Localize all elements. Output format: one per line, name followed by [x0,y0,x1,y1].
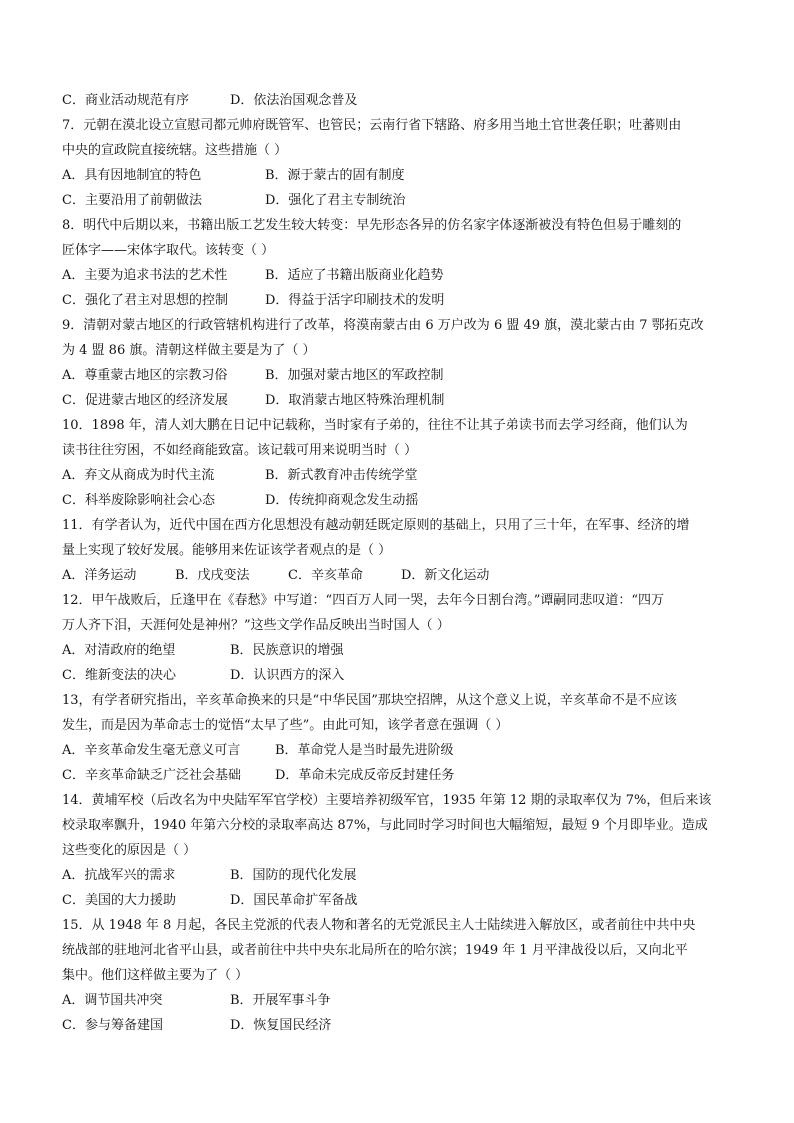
q9-stem-line-2: 为 4 盟 86 旗。清朝这样做主要是为了（ ） [62,343,316,358]
q10-stem-line-2: 读书往往穷困，不如经商能致富。该记载可用来说明当时（ ） [62,443,418,458]
q8-stem-line-1: 8．明代中后期以来，书籍出版工艺发生较大转变：早先形态各异的仿名家字体逐渐被没有特色但易于雕刻的 [62,218,682,233]
q11-stem-line-2: 量上实现了较好发展。能够用来佐证该学者观点的是（ ） [62,543,392,558]
q8-option-b: B．适应了书籍出版商业化趋势 [265,268,444,283]
q12-option-b: B．民族意识的增强 [230,643,344,658]
q14-options-ab [62,863,734,888]
q13-options-ab [62,738,734,763]
q13-option-a: A．辛亥革命发生毫无意义可言 [62,743,241,758]
q11-stem-line-1: 11．有学者认为，近代中国在西方化思想没有越动朝廷既定原则的基础上，只用了三十年，在军事、经济的增 [62,518,690,533]
q8-stem-line-2: 匠体字——宋体字取代。该转变（ ） [62,243,275,258]
q8-option-c: C．强化了君主对思想的控制 [62,293,228,308]
q10-options-cd [62,488,734,513]
q13-option-c: C．辛亥革命缺乏广泛社会基础 [62,768,241,783]
q9-options-ab [62,363,734,388]
q14-option-a: A．抗战军兴的需求 [62,868,176,883]
q6-option-c: C．商业活动规范有序 [62,93,189,108]
q7-stem-line-1: 7．元朝在漠北设立宣慰司都元帅府既管军、也管民；云南行省下辖路、府多用当地土官世袭任职；吐蕃则由 [62,118,682,133]
q9-option-c: C．促进蒙古地区的经济发展 [62,393,228,408]
q9-stem-line-1: 9．清朝对蒙古地区的行政管辖机构进行了改革，将漠南蒙古由 6 万户改为 6 盟 49 旗，漠北蒙古由 7 鄂拓克改 [62,318,704,333]
q11-option-d: D．新文化运动 [401,568,490,583]
q10-option-c: C．科举废除影响社会心态 [62,493,215,508]
q14-option-c: C．美国的大力援助 [62,893,176,908]
q7-options-cd [62,188,734,213]
exam-page [62,88,734,1038]
q15-option-c: C．参与筹备建国 [62,1018,163,1033]
q14-stem-line-1: 14．黄埔军校（后改名为中央陆军军官学校）主要培养初级军官，1935 年第 12 期的录取率仅为 7%，但后来该 [62,793,712,808]
q14-option-d: D．国民革命扩军备战 [230,893,358,908]
q11-option-a: A．洋务运动 [62,568,137,583]
q11-option-b: B．戊戌变法 [175,568,250,583]
q7-option-d: D．强化了君主专制统治 [265,193,406,208]
q8-option-d: D．得益于活字印刷技术的发明 [265,293,445,308]
q9-option-d: D．取消蒙古地区特殊治理机制 [265,393,445,408]
q12-stem-line-1: 12．甲午战败后，丘逢甲在《春愁》中写道：“四百万人同一哭，去年今日割台湾。”谭嗣同悲叹道：“四万 [62,593,664,608]
q15-option-d: D．恢复国民经济 [230,1018,332,1033]
q15-stem-line-1: 15．从 1948 年 8 月起，各民主党派的代表人物和著名的无党派民主人士陆续进入解放区，或者前往中共中央 [62,918,696,933]
q14-stem-line-3: 这些变化的原因是（ ） [62,843,197,858]
q7-options-ab [62,163,734,188]
q9-option-a: A．尊重蒙古地区的宗教习俗 [62,368,228,383]
q15-options-cd [62,1013,734,1038]
q15-stem-line-3: 集中。他们这样做主要为了（ ） [62,968,249,983]
q7-stem-line-2: 中央的宣政院直接统辖。这些措施（ ） [62,143,288,158]
q8-options-cd [62,288,734,313]
q9-option-b: B．加强对蒙古地区的军政控制 [265,368,444,383]
q12-stem-line-2: 万人齐下泪，天涯何处是神州？”这些文学作品反映出当时国人（ ） [62,618,450,633]
q15-option-b: B．开展军事斗争 [230,993,331,1008]
q7-option-c: C．主要沿用了前朝做法 [62,193,202,208]
q8-option-a: A．主要为追求书法的艺术性 [62,268,228,283]
q10-stem-line-1: 10．1898 年，清人刘大鹏在日记中记载称，当时家有子弟的，往往不让其子弟读书而去学习经商，他们认为 [62,418,688,433]
q12-options-ab [62,638,734,663]
q11-options [62,563,734,588]
q15-stem-line-2: 统战部的驻地河北省平山县，或者前往中共中央东北局所在的哈尔滨；1949 年 1 月平津战役以后，又向北平 [62,943,688,958]
q11-option-c: C．辛亥革命 [288,568,363,583]
q15-option-a: A．调节国共冲突 [62,993,163,1008]
q12-option-d: D．认识西方的深入 [230,668,345,683]
q13-option-b: B．革命党人是当时最先进阶级 [275,743,454,758]
q15-options-ab [62,988,734,1013]
q13-option-d: D．革命未完成反帝反封建任务 [275,768,455,783]
q12-option-a: A．对清政府的绝望 [62,643,176,658]
q12-option-c: C．维新变法的决心 [62,668,176,683]
q7-option-b: B．源于蒙古的固有制度 [265,168,405,183]
q6-option-d: D．依法治国观念普及 [230,93,358,108]
q10-options-ab [62,463,734,488]
q6-options-cd [62,88,734,113]
q10-option-d: D．传统抑商观念发生动摇 [265,493,419,508]
q14-options-cd [62,888,734,913]
q12-options-cd [62,663,734,688]
q14-stem-line-2: 校录取率飘升，1940 年第六分校的录取率高达 87%，与此同时学习时间也大幅缩短，最短 9 个月即毕业。造成 [62,818,708,833]
q10-option-a: A．弃文从商成为时代主流 [62,468,215,483]
q8-options-ab [62,263,734,288]
q10-option-b: B．新式教育冲击传统学堂 [265,468,418,483]
q14-option-b: B．国防的现代化发展 [230,868,357,883]
q13-options-cd [62,763,734,788]
q13-stem-line-1: 13，有学者研究指出，辛亥革命换来的只是“中华民国”那块空招牌，从这个意义上说，辛亥革命不是不应该 [62,693,677,708]
q9-options-cd [62,388,734,413]
q7-option-a: A．具有因地制宜的特色 [62,168,202,183]
q13-stem-line-2: 发生，而是因为革命志士的觉悟“太早了些”。由此可知，该学者意在强调（ ） [62,718,509,733]
